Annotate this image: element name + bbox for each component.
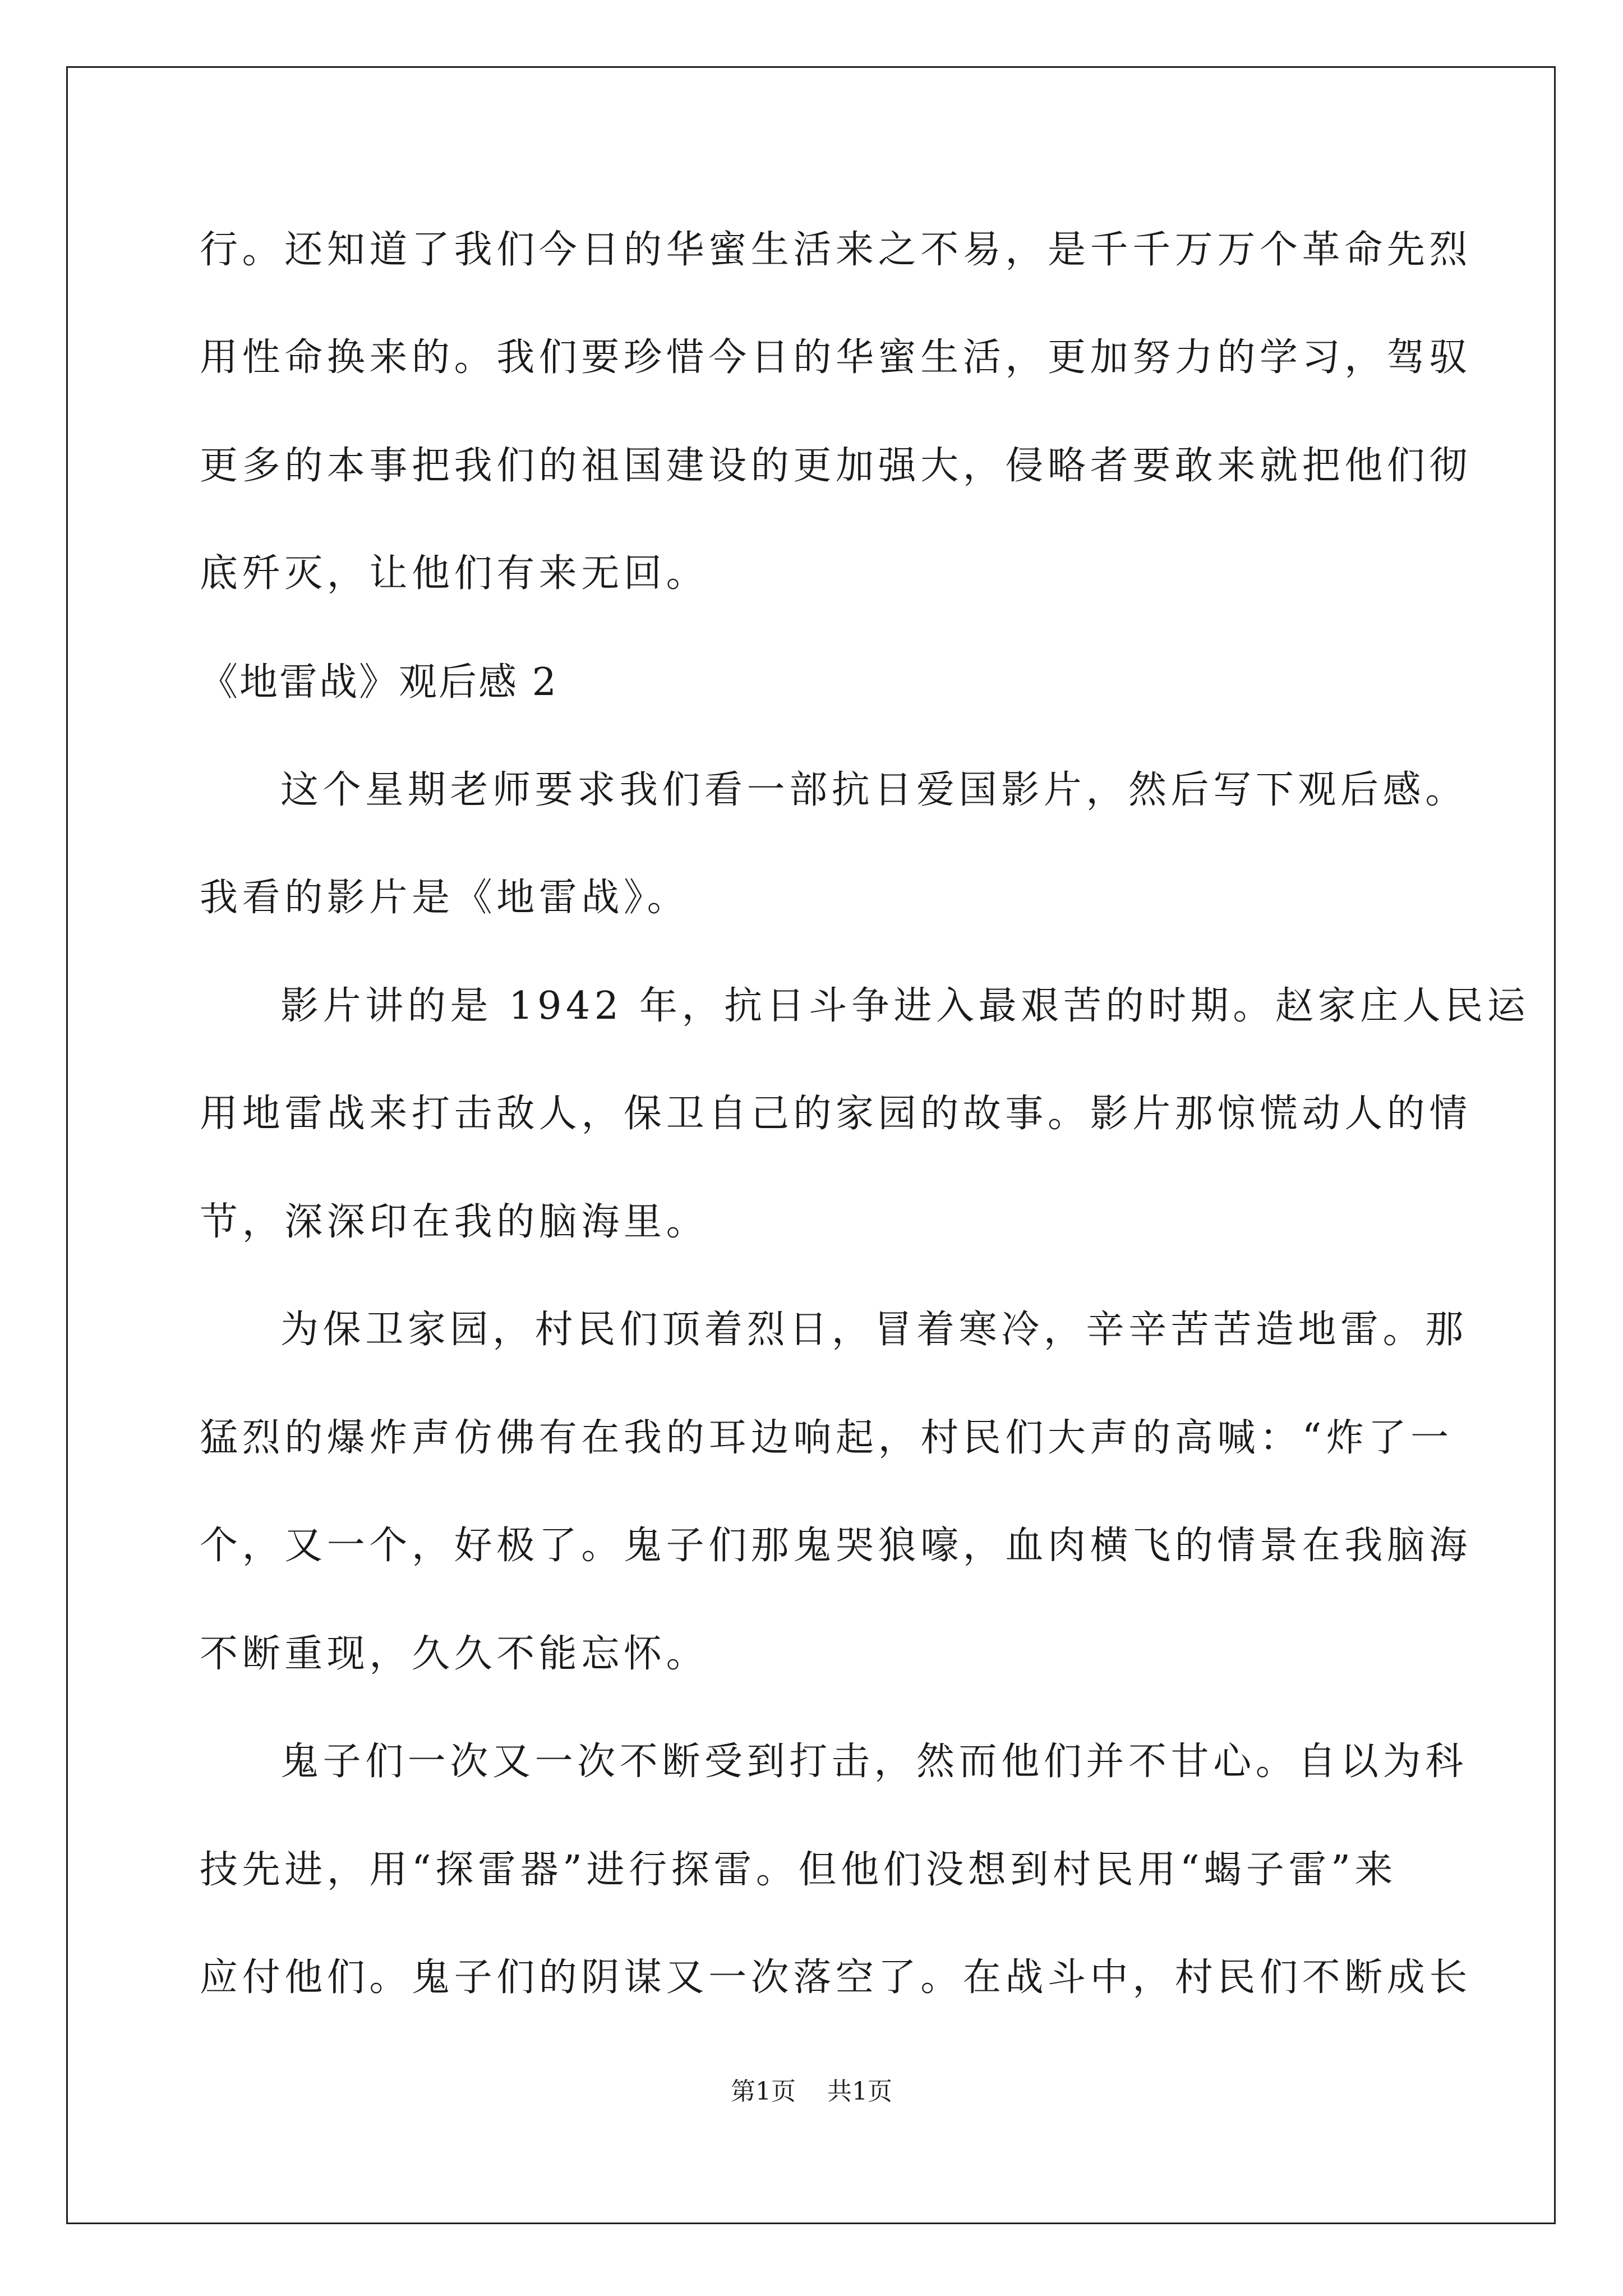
text-line: 我看的影片是《地雷战》。 [200,876,690,920]
text-line: 猛烈的爆炸声仿佛有在我的耳边响起，村民们大声的高喊：“炸了一 [200,1416,1453,1460]
text-line: 更多的本事把我们的祖国建设的更加强大，侵略者要敢来就把他们彻 [200,444,1472,488]
page-number: 第1页 [731,2077,796,2106]
text-line: 行。还知道了我们今日的华蜜生活来之不易，是千千万万个革命先烈 [200,228,1472,272]
text-line: 节，深深印在我的脑海里。 [200,1200,709,1244]
text-line: 为保卫家园，村民们顶着烈日，冒着寒冷，辛辛苦苦造地雷。那 [280,1308,1468,1352]
text-line: 应付他们。鬼子们的阴谋又一次落空了。在战斗中，村民们不断成长 [200,1955,1472,2000]
text-line: 个，又一个，好极了。鬼子们那鬼哭狼嚎，血肉横飞的情景在我脑海 [200,1524,1472,1568]
page-total: 共1页 [827,2077,892,2106]
text-line: 底歼灭，让他们有来无回。 [200,551,709,596]
text-line: 鬼子们一次又一次不断受到打击，然而他们并不甘心。自以为科 [280,1740,1468,1784]
text-line: 这个星期老师要求我们看一部抗日爱国影片，然后写下观后感。 [280,768,1468,812]
page-footer [0,2078,1623,2105]
text-line: 用地雷战来打击敌人，保卫自己的家园的故事。影片那惊慌动人的情 [200,1092,1472,1136]
text-line: 技先进，用“探雷器”进行探雷。但他们没想到村民用“蝎子雷”来 [200,1848,1398,1892]
text-line: 用性命换来的。我们要珍惜今日的华蜜生活，更加努力的学习，驾驭 [200,335,1472,380]
section-heading: 《地雷战》观后感 2 [200,660,558,705]
text-line: 影片讲的是 1942 年，抗日斗争进入最艰苦的时期。赵家庄人民运 [280,984,1530,1028]
text-line: 不断重现，久久不能忘怀。 [200,1632,709,1676]
page-border [66,66,1556,2224]
